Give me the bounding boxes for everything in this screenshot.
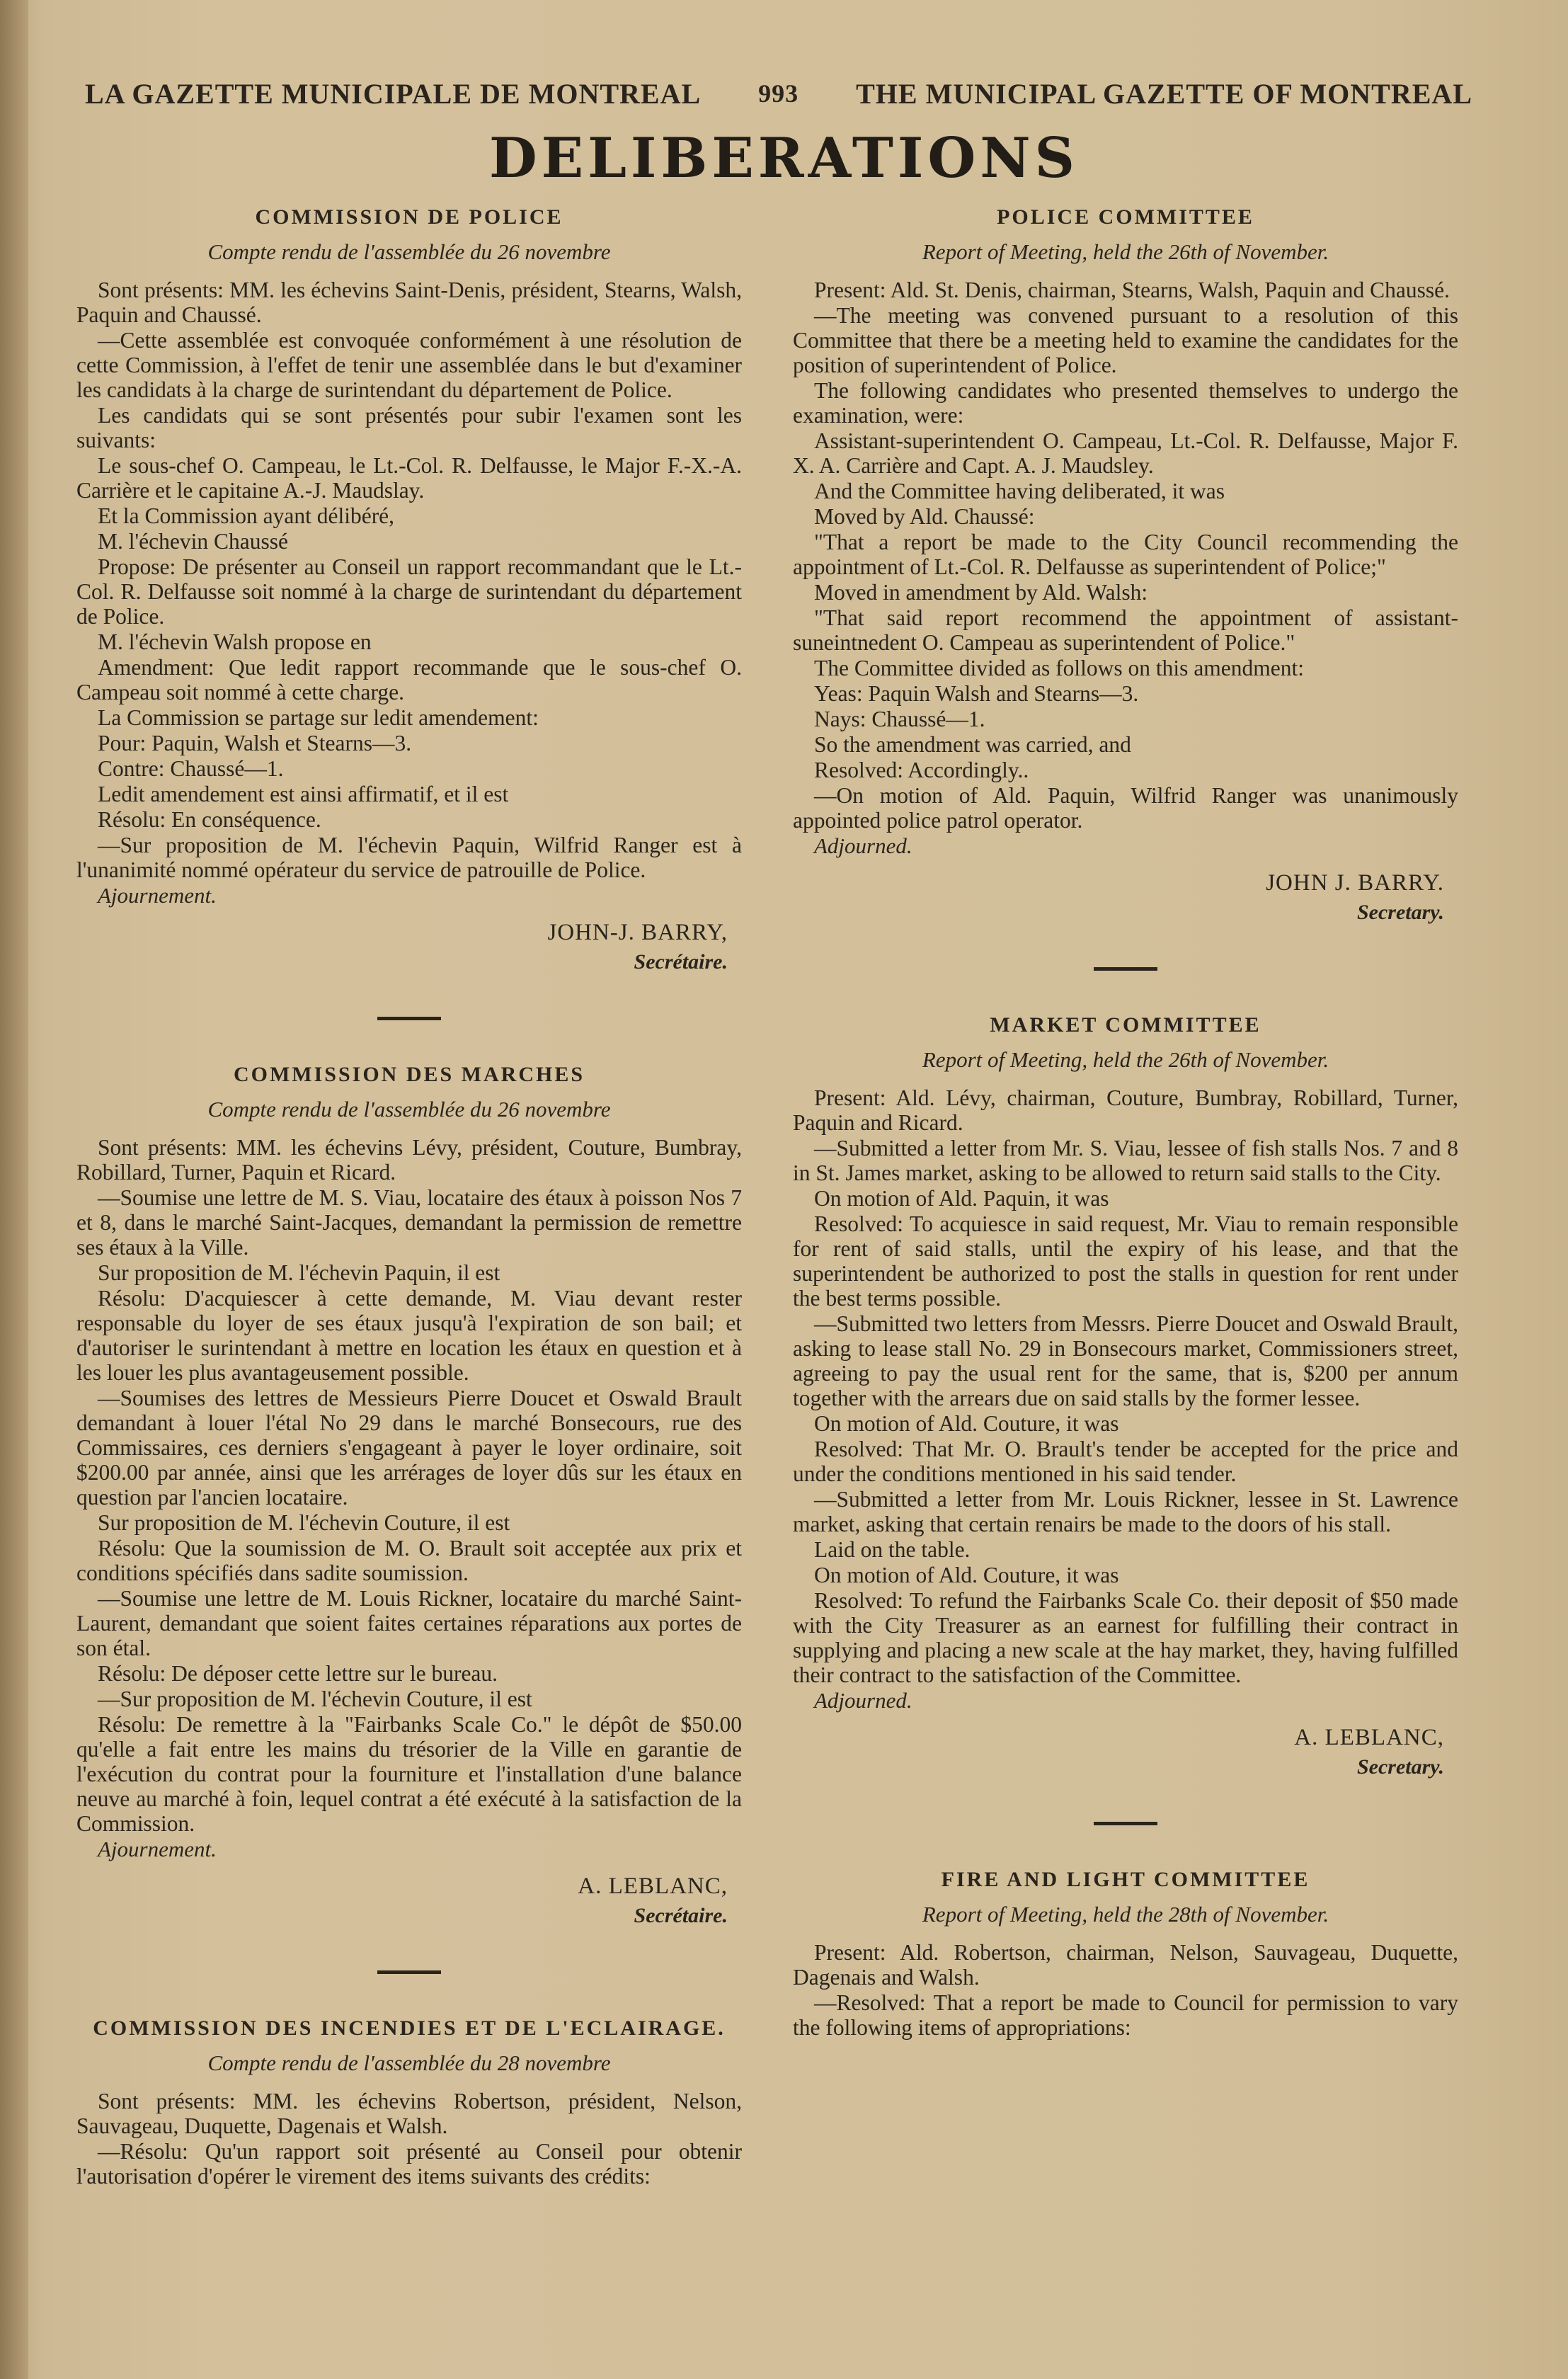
paragraph: —On motion of Ald. Paquin, Wilfrid Ranger was unanimously appointed police patrol operator.	[793, 783, 1458, 833]
section-title: COMMISSION DES MARCHES	[233, 1063, 585, 1086]
adjournment: Adjourned.	[814, 833, 912, 858]
paragraph: Et la Commission ayant délibéré,	[98, 503, 395, 528]
paragraph: Sur proposition de M. l'échevin Paquin, il est	[98, 1260, 500, 1285]
section-subtitle: Report of Meeting, held the 26th of November.	[922, 1047, 1329, 1072]
paragraph: "That a report be made to the City Council recommending the appointment of Lt.-Col. R. Delfausse as superintendent of Police;"	[793, 530, 1458, 579]
paragraph: —Soumise une lettre de M. S. Viau, locataire des étaux à poisson Nos 7 et 8, dans le marché Saint-Jacques, demandant la permission de remettre ses étaux à la Ville.	[76, 1185, 742, 1260]
paragraph: "That said report recommend the appointment of assistant-suneintnedent O. Campeau as superintendent of Police."	[793, 605, 1458, 655]
section-divider	[377, 1017, 441, 1020]
paragraph: Pour: Paquin, Walsh et Stearns—3.	[98, 731, 412, 755]
section-subtitle: Compte rendu de l'assemblée du 26 novembre	[207, 239, 611, 264]
paragraph: —Resolved: That a report be made to Council for permission to vary the following items of appropriations:	[793, 1990, 1458, 2040]
section-body	[76, 278, 742, 882]
paragraph: So the amendment was carried, and	[814, 732, 1131, 757]
paragraph: Resolved: Accordingly..	[814, 758, 1029, 782]
paragraph: —Résolu: Qu'un rapport soit présenté au Conseil pour obtenir l'autorisation d'opérer le virement des items suivants des crédits:	[76, 2139, 742, 2189]
paragraph: The Committee divided as follows on this amendment:	[814, 656, 1305, 680]
paragraph: On motion of Ald. Couture, it was	[814, 1411, 1119, 1436]
section-title: MARKET COMMITTEE	[990, 1013, 1261, 1037]
deliberations-banner: DELIBERATIONS	[489, 126, 1079, 190]
header-english-title: THE MUNICIPAL GAZETTE OF MONTREAL	[856, 77, 1472, 110]
section-fire-fr	[76, 2016, 742, 2189]
section-body	[76, 2089, 742, 2189]
paragraph: Ledit amendement est ainsi affirmatif, et il est	[98, 782, 509, 806]
paragraph: Present: Ald. St. Denis, chairman, Stearns, Walsh, Paquin and Chaussé.	[814, 278, 1450, 302]
page-header	[85, 65, 1472, 122]
page-number: 993	[758, 79, 799, 108]
header-french-title: LA GAZETTE MUNICIPALE DE MONTREAL	[85, 77, 702, 110]
section-title: COMMISSION DE POLICE	[255, 205, 563, 229]
paragraph: —Cette assemblée est convoquée conformément à une résolution de cette Commission, à l'effet de tenir une assemblée dans le but d'examiner les candidats à la charge de surintendant du département de Police.	[76, 328, 742, 402]
paragraph: On motion of Ald. Paquin, it was	[814, 1186, 1109, 1211]
section-divider	[377, 1970, 441, 1974]
section-police-en	[793, 205, 1458, 925]
paragraph: Résolu: De déposer cette lettre sur le bureau.	[98, 1661, 498, 1686]
paragraph: Amendment: Que ledit rapport recommande que le sous-chef O. Campeau soit nommé à cette charge.	[76, 655, 742, 704]
paragraph: Contre: Chaussé—1.	[98, 756, 284, 781]
section-subtitle: Report of Meeting, held the 26th of November.	[922, 239, 1329, 264]
paragraph: M. l'échevin Walsh propose en	[98, 629, 372, 654]
paragraph: Resolved: To refund the Fairbanks Scale Co. their deposit of $50 made with the City Treasurer as an earnest for fulfilling their contract in supplying and placing a new scale at the hay market, they, having fulfilled their contract to the satisfaction of the Committee.	[793, 1588, 1458, 1687]
section-subtitle: Report of Meeting, held the 28th of November.	[922, 1902, 1329, 1927]
section-body	[793, 278, 1458, 833]
paragraph: Present: Ald. Lévy, chairman, Couture, Bumbray, Robillard, Turner, Paquin and Ricard.	[793, 1085, 1458, 1135]
paragraph: Propose: De présenter au Conseil un rapport recommandant que le Lt.-Col. R. Delfausse soit nommé à la charge de surintendant du département de Police.	[76, 554, 742, 629]
paragraph: Les candidats qui se sont présentés pour subir l'examen sont les suivants:	[76, 403, 742, 452]
signature-role: Secretary.	[1356, 1755, 1444, 1779]
paragraph: La Commission se partage sur ledit amendement:	[98, 705, 539, 730]
paragraph: Moved in amendment by Ald. Walsh:	[814, 580, 1148, 605]
paragraph: Le sous-chef O. Campeau, le Lt.-Col. R. Delfausse, le Major F.-X.-A. Carrière et le capitaine A.-J. Maudslay.	[76, 453, 742, 503]
paragraph: —Submitted two letters from Messrs. Pierre Doucet and Oswald Brault, asking to lease stall No. 29 in Bonsecours market, Commissioners street, agreeing to pay the usual rent for the same, that is, $200 per annum together with the arrears due on said stalls by the former lessee.	[793, 1311, 1458, 1410]
section-divider	[1094, 1822, 1157, 1825]
paragraph: —Soumise une lettre de M. Louis Rickner, locataire du marché Saint-Laurent, demandant que soient faites certaines réparations aux portes de son étal.	[76, 1586, 742, 1660]
signature-name: JOHN-J. BARRY,	[547, 920, 728, 945]
paragraph: Sont présents: MM. les échevins Saint-Denis, président, Stearns, Walsh, Paquin and Chaussé.	[76, 278, 742, 327]
paragraph: Résolu: D'acquiescer à cette demande, M. Viau devant rester responsable du loyer de ses étaux jusqu'à l'expiration de son bail; et d'autoriser le surintendant à mettre en location les étaux en question et à les louer les plus avantageusement possible.	[76, 1286, 742, 1385]
section-police-fr	[76, 205, 742, 974]
paragraph: Present: Ald. Robertson, chairman, Nelson, Sauvageau, Duquette, Dagenais and Walsh.	[793, 1940, 1458, 1990]
section-subtitle: Compte rendu de l'assemblée du 28 novembre	[207, 2050, 611, 2075]
section-body	[793, 1085, 1458, 1687]
paragraph: Sont présents: MM. les échevins Lévy, président, Couture, Bumbray, Robillard, Turner, Paquin et Ricard.	[76, 1135, 742, 1185]
paragraph: M. l'échevin Chaussé	[98, 529, 288, 554]
paragraph: Assistant-superintendent O. Campeau, Lt.-Col. R. Delfausse, Major F. X. A. Carrière and Capt. A. J. Maudsley.	[793, 428, 1458, 478]
section-subtitle: Compte rendu de l'assemblée du 26 novembre	[207, 1097, 611, 1122]
adjournment: Ajournement.	[98, 883, 217, 908]
paragraph: Resolved: That Mr. O. Brault's tender be accepted for the price and under the conditions mentioned in his said tender.	[793, 1437, 1458, 1486]
english-column	[793, 205, 1458, 2041]
paragraph: Yeas: Paquin Walsh and Stearns—3.	[814, 681, 1139, 706]
paragraph: On motion of Ald. Couture, it was	[814, 1563, 1119, 1587]
signature-name: A. LEBLANC,	[1294, 1725, 1444, 1750]
section-fire-en	[793, 1868, 1458, 2040]
section-markets-en	[793, 1013, 1458, 1779]
signature-role: Secrétaire.	[634, 1904, 728, 1927]
paragraph: Résolu: En conséquence.	[98, 807, 321, 832]
adjournment: Ajournement.	[98, 1837, 217, 1861]
paragraph: —The meeting was convened pursuant to a resolution of this Committee that there be a meeting held to examine the candidates for the position of superintendent of Police.	[793, 303, 1458, 377]
paragraph: Résolu: De remettre à la "Fairbanks Scale Co." le dépôt de $50.00 qu'elle a fait entre les mains du trésorier de la Ville en garantie de l'exécution du contrat pour la fourniture et l'installation d'une balance neuve au marché à foin, lequel contrat a été exécuté à la satisfaction de la Commission.	[76, 1712, 742, 1836]
paragraph: Sur proposition de M. l'échevin Couture, il est	[98, 1510, 510, 1535]
paragraph: And the Committee having deliberated, it was	[814, 479, 1225, 503]
paragraph: —Sur proposition de M. l'échevin Paquin, Wilfrid Ranger est à l'unanimité nommé opérateur du service de patrouille de Police.	[76, 833, 742, 882]
paragraph: —Submitted a letter from Mr. S. Viau, lessee of fish stalls Nos. 7 and 8 in St. James market, asking to be allowed to return said stalls to the City.	[793, 1136, 1458, 1185]
signature-name: A. LEBLANC,	[578, 1873, 728, 1899]
paragraph: Resolved: To acquiesce in said request, Mr. Viau to remain responsible for rent of said stalls, until the expiry of his lease, and that the superintendent be authorized to post the stalls in question for rent under the best terms possible.	[793, 1211, 1458, 1311]
section-title: COMMISSION DES INCENDIES ET DE L'ECLAIRAGE.	[93, 2016, 726, 2040]
adjournment: Adjourned.	[814, 1688, 912, 1713]
section-body	[793, 1940, 1458, 2040]
signature-role: Secretary.	[1356, 901, 1444, 924]
paragraph: —Submitted a letter from Mr. Louis Rickner, lessee in St. Lawrence market, asking that certain renairs be made to the doors of his stall.	[793, 1487, 1458, 1536]
paragraph: Nays: Chaussé—1.	[814, 707, 985, 731]
signature-role: Secrétaire.	[634, 950, 728, 974]
section-divider	[1094, 967, 1157, 971]
paragraph: Sont présents: MM. les échevins Robertson, président, Nelson, Sauvageau, Duquette, Dagenais et Walsh.	[76, 2089, 742, 2138]
paragraph: —Sur proposition de M. l'échevin Couture, il est	[98, 1687, 532, 1711]
paragraph: Résolu: Que la soumission de M. O. Brault soit acceptée aux prix et conditions spécifiés dans sadite soumission.	[76, 1536, 742, 1585]
paragraph: Laid on the table.	[814, 1537, 971, 1562]
paragraph: —Soumises des lettres de Messieurs Pierre Doucet et Oswald Brault demandant à louer l'étal No 29 dans le marché Bonsecours, rue des Commissaires, ces derniers s'engageant à payer le loyer ordinaire, soit $200.00 par année, ainsi que les arrérages de loyer dûs sur les étaux en question par l'ancien locataire.	[76, 1386, 742, 1510]
french-column	[76, 205, 742, 2189]
paragraph: Moved by Ald. Chaussé:	[814, 504, 1035, 529]
signature-name: JOHN J. BARRY.	[1266, 870, 1444, 896]
section-body	[76, 1135, 742, 1836]
section-title: FIRE AND LIGHT COMMITTEE	[941, 1868, 1310, 1891]
section-title: POLICE COMMITTEE	[997, 205, 1254, 229]
paragraph: The following candidates who presented themselves to undergo the examination, were:	[793, 378, 1458, 428]
section-markets-fr	[76, 1063, 742, 1928]
page-gutter-shadow	[0, 0, 28, 2379]
